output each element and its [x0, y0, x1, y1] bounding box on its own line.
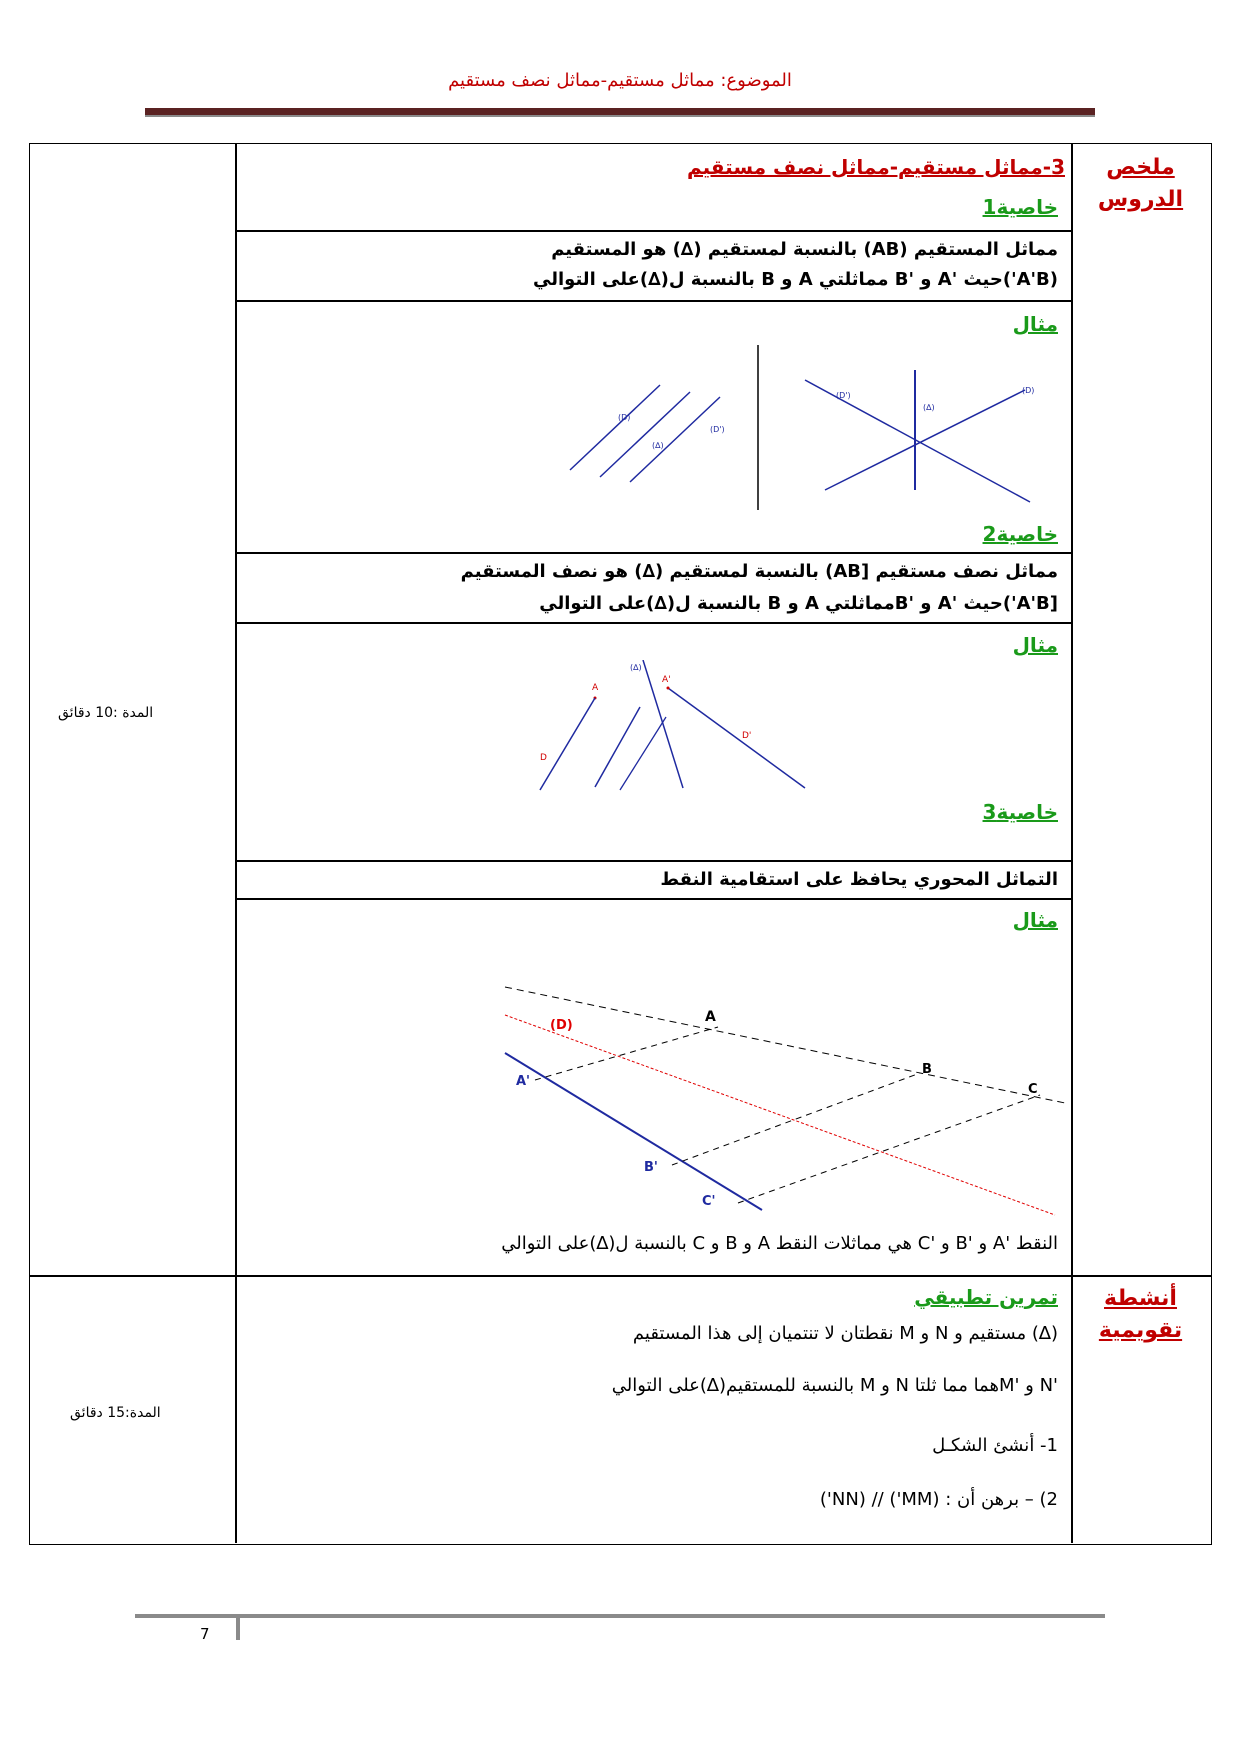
segment-bb-prime	[672, 1073, 920, 1165]
page-number: 7	[200, 1625, 210, 1643]
segment-cc-prime	[738, 1095, 1040, 1203]
header-divider	[145, 108, 1095, 117]
axis-d	[505, 1015, 1055, 1215]
exercise-question2: 2) – برهن أن : (MM') // (NN')	[819, 1489, 1058, 1510]
label-d: (D)	[618, 413, 631, 422]
figure3-caption: النقط 'A و 'B و 'C هي مماثلات النقط A و B و C بالنسبة ل(∆)على التوالي	[501, 1233, 1058, 1254]
label-a-prime: A'	[662, 675, 671, 685]
page-header-title: الموضوع: مماثل مستقيم-مماثل نصف مستقيم	[448, 70, 792, 91]
row-separator	[236, 230, 1071, 232]
label-delta-2: (∆)	[923, 403, 935, 412]
section-label-evaluation-activities: أنشطة تقويمية	[1098, 1286, 1183, 1343]
label-d-prime: (D')	[710, 425, 725, 434]
label-d-2: (D)	[1022, 386, 1035, 395]
line-a-prime-c-prime	[505, 1053, 762, 1210]
property2-line2: [A'B')حيث 'A و 'Bمماثلتي A و B بالنسبة ل(∆)على التوالي	[539, 593, 1058, 614]
property1-line2: (A'B')حيث 'A و 'B مماثلتي A و B بالنسبة ل(∆)على التوالي	[533, 269, 1058, 290]
figure-half-lines	[520, 660, 820, 800]
row-separator	[236, 552, 1071, 554]
exercise-line1: (∆) مستقيم و N و M نقطتان لا تنتميان إلى هذا المستقيم	[632, 1323, 1058, 1344]
row-separator	[236, 898, 1071, 900]
example3-label: مثال	[1012, 908, 1058, 932]
label-a: A	[705, 1009, 716, 1025]
point-a-prime	[667, 687, 670, 690]
label-delta: (∆)	[652, 441, 664, 450]
label-delta: (∆)	[630, 663, 642, 672]
example1-label: مثال	[1012, 312, 1058, 336]
label-c-prime: C'	[702, 1194, 716, 1209]
label-a: A	[592, 683, 599, 693]
label-d: D	[540, 753, 547, 763]
label-c: C	[1028, 1082, 1038, 1097]
half-line-a	[595, 707, 640, 787]
table-divider-left	[235, 143, 237, 1543]
figure-collinearity	[500, 975, 1070, 1225]
figure-parallel-and-crossing-lines	[560, 340, 1070, 520]
line-d-prime	[630, 397, 720, 482]
duration-lesson: المدة :10 دقائق	[58, 705, 154, 721]
exercise-title: تمرين تطبيقي	[914, 1285, 1058, 1309]
label-a-prime: A'	[516, 1074, 531, 1089]
table-divider-right	[1071, 143, 1073, 1543]
row-separator	[236, 860, 1071, 862]
page-number-bar	[236, 1618, 240, 1640]
line-abc	[505, 987, 1065, 1103]
row-separator	[236, 300, 1071, 302]
exercise-question1: 1- أنشئ الشكـل	[932, 1435, 1058, 1456]
label-b-prime: B'	[644, 1160, 658, 1175]
duration-exercise: المدة:15 دقائق	[70, 1405, 161, 1421]
property1-title: خاصية1	[982, 195, 1058, 219]
exercise-line2: 'N و 'Mهما مما ثلتا N و M بالنسبة للمستقيم(∆)على التوالي	[611, 1375, 1058, 1396]
footer-divider	[135, 1614, 1105, 1618]
half-line-a-prime	[668, 688, 805, 788]
half-line-ad	[620, 717, 666, 790]
label-b: B	[922, 1062, 932, 1077]
line-delta	[600, 392, 690, 477]
property1-line1: مماثل المستقيم (AB) بالنسبة لمستقيم (∆) هو المستقيم	[551, 239, 1058, 260]
label-d-prime: D'	[742, 731, 752, 741]
line-d	[570, 385, 660, 470]
row-separator	[236, 622, 1071, 624]
example2-label: مثال	[1012, 633, 1058, 657]
section-label-lesson-summary: ملخص الدروس	[1097, 155, 1184, 212]
property2-line1: مماثل نصف مستقيم [AB) بالنسبة لمستقيم (∆) هو نصف المستقيم	[460, 561, 1058, 582]
segment-aa-prime	[535, 1027, 718, 1080]
half-line-ad-visible	[540, 698, 595, 790]
label-d: (D)	[550, 1018, 573, 1033]
label-d-prime-2: (D')	[836, 391, 851, 400]
section-separator	[29, 1275, 1212, 1277]
lesson-main-title: 3-مماثل مستقيم-مماثل نصف مستقيم	[686, 155, 1065, 179]
property3-title: خاصية3	[982, 800, 1058, 824]
property3-text: التماثل المحوري يحافظ على استقامية النقط	[660, 869, 1058, 890]
property2-title: خاصية2	[982, 522, 1058, 546]
